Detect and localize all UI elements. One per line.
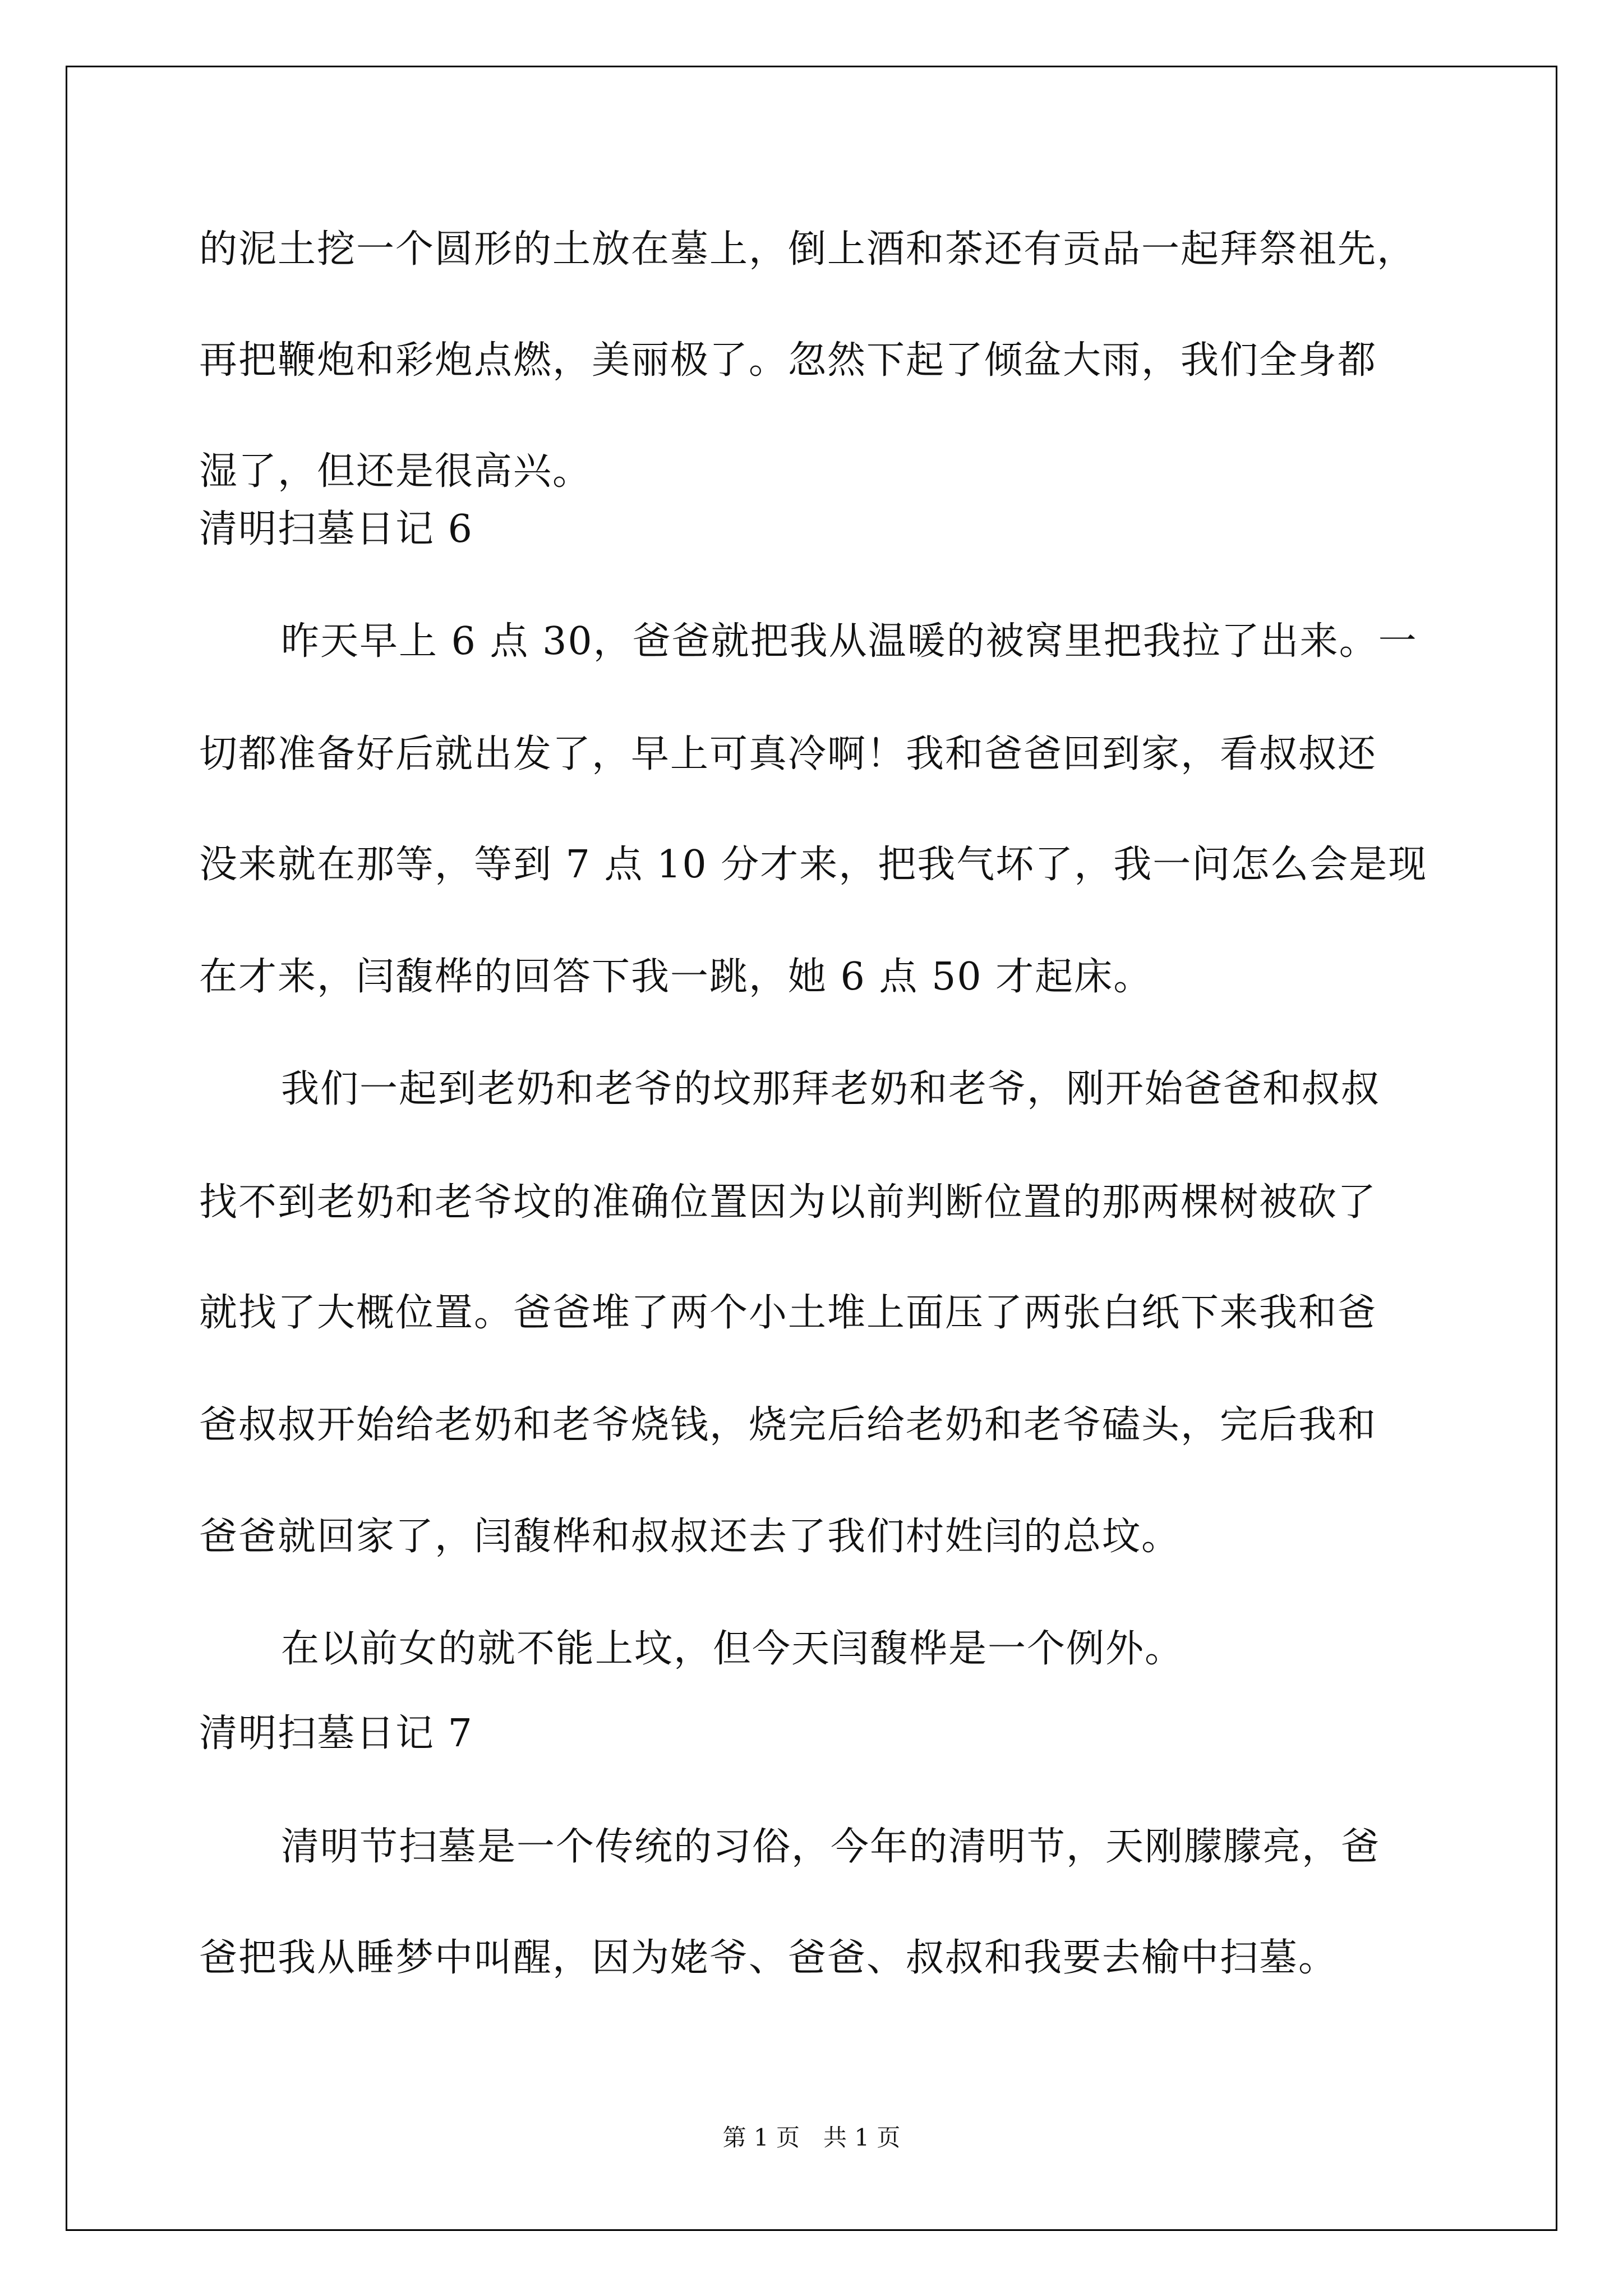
text-line: 找不到老奶和老爷坟的准确位置因为以前判断位置的那两棵树被砍了 xyxy=(199,1180,1377,1225)
text-line: 爸爸就回家了，闫馥桦和叔叔还去了我们村姓闫的总坟。 xyxy=(199,1515,1181,1559)
text-line: 的泥土挖一个圆形的土放在墓上，倒上酒和茶还有贡品一起拜祭祖先， xyxy=(199,227,1417,272)
section-heading: 清明扫墓日记 6 xyxy=(199,507,473,551)
text-line: 再把鞭炮和彩炮点燃，美丽极了。忽然下起了倾盆大雨，我们全身都 xyxy=(199,338,1377,383)
text-line: 爸叔叔开始给老奶和老爷烧钱，烧完后给老奶和老爷磕头，完后我和 xyxy=(199,1403,1377,1447)
text-line: 切都准备好后就出发了，早上可真冷啊！我和爸爸回到家，看叔叔还 xyxy=(199,732,1377,776)
section-heading: 清明扫墓日记 7 xyxy=(199,1711,473,1756)
page-border xyxy=(66,66,1557,2231)
text-line: 在才来，闫馥桦的回答下我一跳，她 6 点 50 才起床。 xyxy=(199,955,1153,999)
paragraph-first-line: 昨天早上 6 点 30，爸爸就把我从温暖的被窝里把我拉了出来。一 xyxy=(281,619,1418,664)
text-line: 爸把我从睡梦中叫醒，因为姥爷、爸爸、叔叔和我要去榆中扫墓。 xyxy=(199,1936,1338,1980)
text-line: 没来就在那等，等到 7 点 10 分才来，把我气坏了，我一问怎么会是现 xyxy=(199,843,1428,887)
page-number-footer: 第 1 页 共 1 页 xyxy=(722,2124,901,2151)
text-line: 就找了大概位置。爸爸堆了两个小土堆上面压了两张白纸下来我和爸 xyxy=(199,1291,1377,1335)
paragraph-first-line: 在以前女的就不能上坟，但今天闫馥桦是一个例外。 xyxy=(281,1627,1184,1671)
paragraph-first-line: 我们一起到老奶和老爷的坟那拜老奶和老爷，刚开始爸爸和叔叔 xyxy=(281,1067,1381,1111)
paragraph-first-line: 清明节扫墓是一个传统的习俗，今年的清明节，天刚朦朦亮，爸 xyxy=(281,1825,1381,1869)
text-line: 湿了，但还是很高兴。 xyxy=(199,449,592,494)
